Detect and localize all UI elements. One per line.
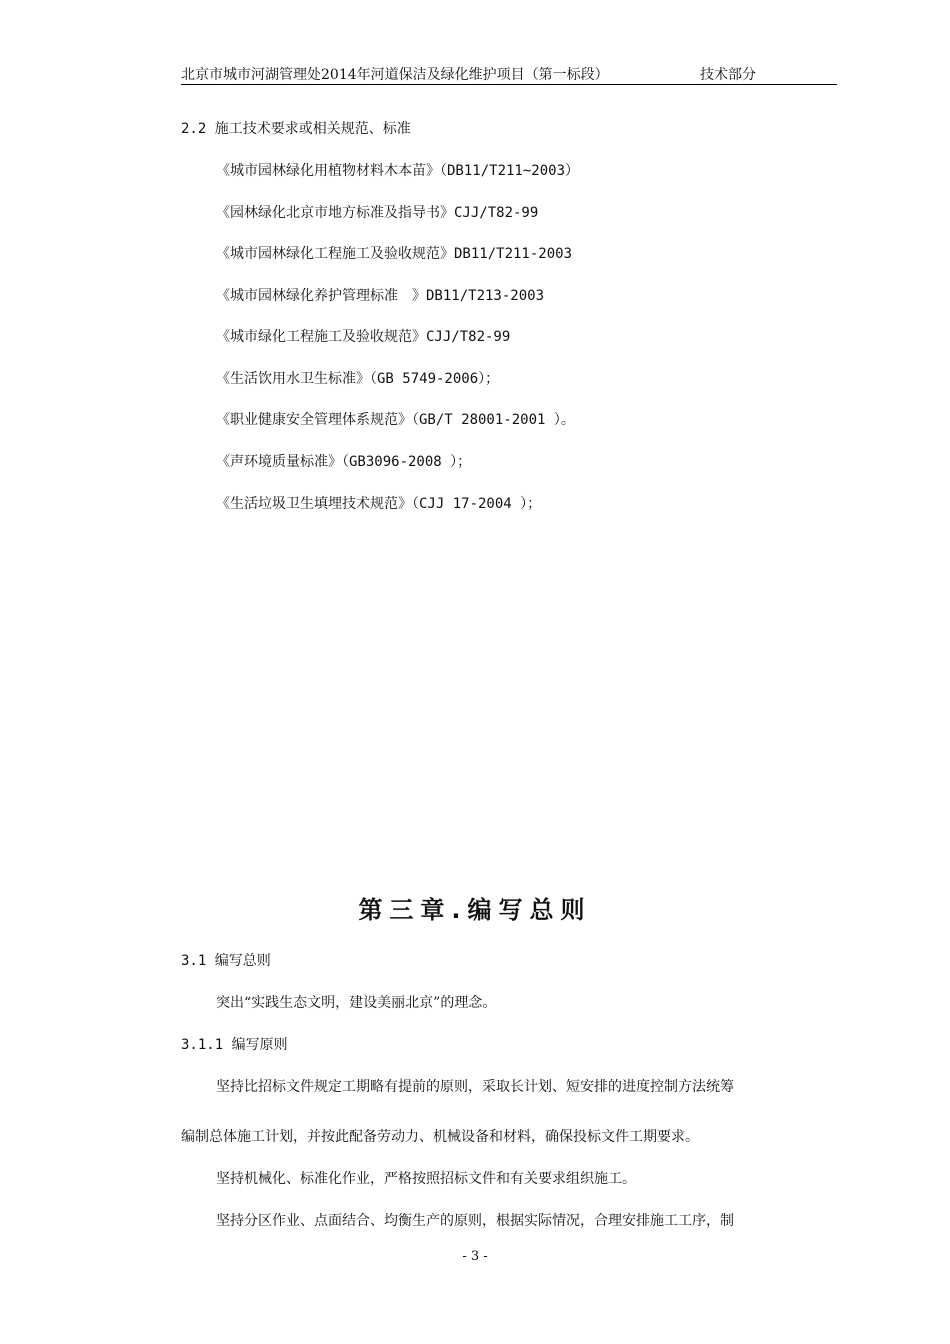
page-number: - 3 - bbox=[462, 1249, 488, 1264]
paragraph-1-line-1: 坚持比招标文件规定工期略有提前的原则，采取长计划、短安排的进度控制方法统筹 bbox=[216, 1079, 734, 1095]
paragraph-2: 坚持机械化、标准化作业，严格按照招标文件和有关要求组织施工。 bbox=[216, 1171, 636, 1187]
standard-item-9: 《生活垃圾卫生填埋技术规范》（CJJ 17-2004 ）； bbox=[216, 496, 542, 512]
section-3-1-1-heading: 3.1.1 编写原则 bbox=[181, 1037, 288, 1053]
section-2-2-heading: 2.2 施工技术要求或相关规范、标准 bbox=[181, 121, 411, 137]
standard-item-6: 《生活饮用水卫生标准》（GB 5749-2006）； bbox=[216, 371, 500, 387]
standard-item-4: 《城市园林绿化养护管理标准 》DB11/T213-2003 bbox=[216, 288, 545, 304]
standard-item-3: 《城市园林绿化工程施工及验收规范》DB11/T211-2003 bbox=[216, 246, 573, 262]
section-3-1-heading: 3.1 编写总则 bbox=[181, 953, 271, 969]
standard-item-1: 《城市园林绿化用植物材料木本苗》（DB11/T211~2003） bbox=[216, 163, 580, 179]
paragraph-1-line-2: 编制总体施工计划，并按此配备劳动力、机械设备和材料，确保投标文件工期要求。 bbox=[181, 1129, 699, 1145]
header-project-title: 北京市城市河湖管理处2014年河道保洁及绿化维护项目（第一标段） bbox=[181, 67, 609, 83]
chapter-3-title: 第三章.编写总则 bbox=[358, 896, 592, 924]
standard-item-2: 《园林绿化北京市地方标准及指导书》CJJ/T82-99 bbox=[216, 205, 539, 221]
standard-item-8: 《声环境质量标准》（GB3096-2008 ）； bbox=[216, 454, 472, 470]
header-section-label: 技术部分 bbox=[700, 67, 756, 83]
section-3-1-text: 突出“实践生态文明，建设美丽北京”的理念。 bbox=[216, 995, 497, 1011]
standard-item-5: 《城市绿化工程施工及验收规范》CJJ/T82-99 bbox=[216, 329, 511, 345]
standard-item-7: 《职业健康安全管理体系规范》（GB/T 28001-2001 ）。 bbox=[216, 412, 575, 428]
page-header bbox=[181, 66, 837, 85]
paragraph-3: 坚持分区作业、点面结合、均衡生产的原则，根据实际情况，合理安排施工工序，制 bbox=[216, 1213, 734, 1229]
